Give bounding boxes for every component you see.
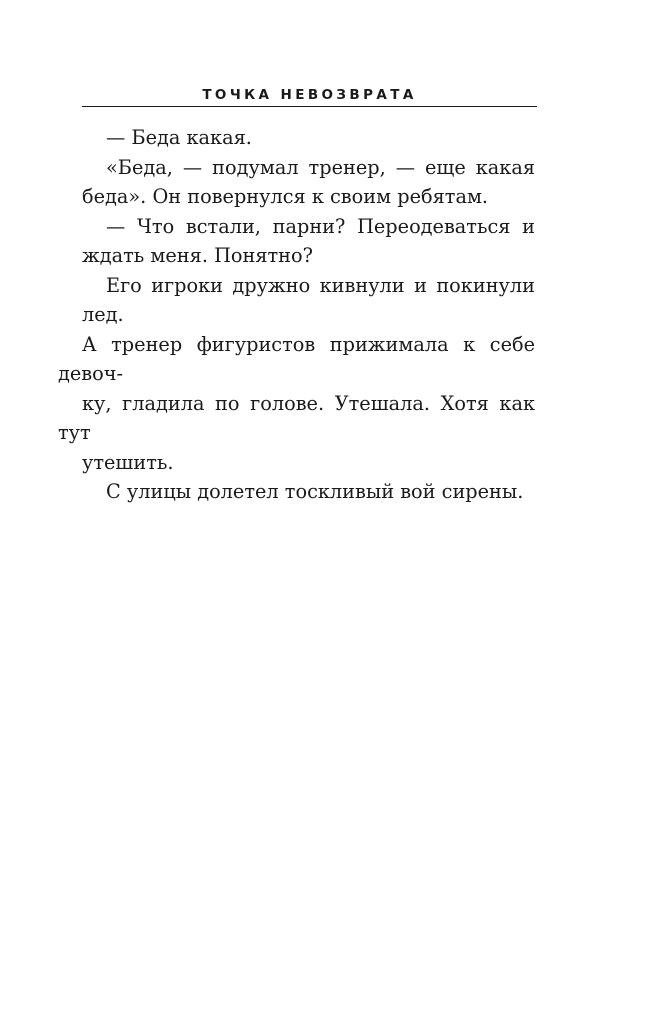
paragraph-4 bbox=[58, 271, 535, 478]
paragraph-3 bbox=[82, 212, 535, 271]
text-line: ждать меня. Понятно? bbox=[82, 244, 313, 267]
text-line: — Что встали, парни? Переодеваться и bbox=[106, 214, 535, 238]
running-head: ТОЧКА НЕВОЗВРАТА bbox=[202, 87, 417, 103]
paragraph-1 bbox=[82, 123, 535, 153]
header-rule bbox=[82, 106, 537, 107]
text-line: А тренер фигуристов прижимала к себе девоч- bbox=[58, 332, 535, 385]
paragraph-5 bbox=[82, 477, 535, 507]
text-line: Его игроки дружно кивнули и покинули лед. bbox=[82, 273, 535, 326]
text-line: утешить. bbox=[82, 450, 174, 474]
text-line: «Беда, — подумал тренер, — еще какая bbox=[106, 155, 535, 179]
text-line: — Беда какая. bbox=[106, 126, 252, 149]
text-line: С улицы долетел тоскливый вой сирены. bbox=[106, 480, 524, 503]
text-line: беда». Он повернулся к своим ребятам. bbox=[82, 185, 489, 208]
text-line: ку, гладила по голове. Утешала. Хотя как тут bbox=[58, 391, 535, 444]
paragraph-2 bbox=[82, 153, 535, 212]
body-text bbox=[58, 123, 535, 507]
